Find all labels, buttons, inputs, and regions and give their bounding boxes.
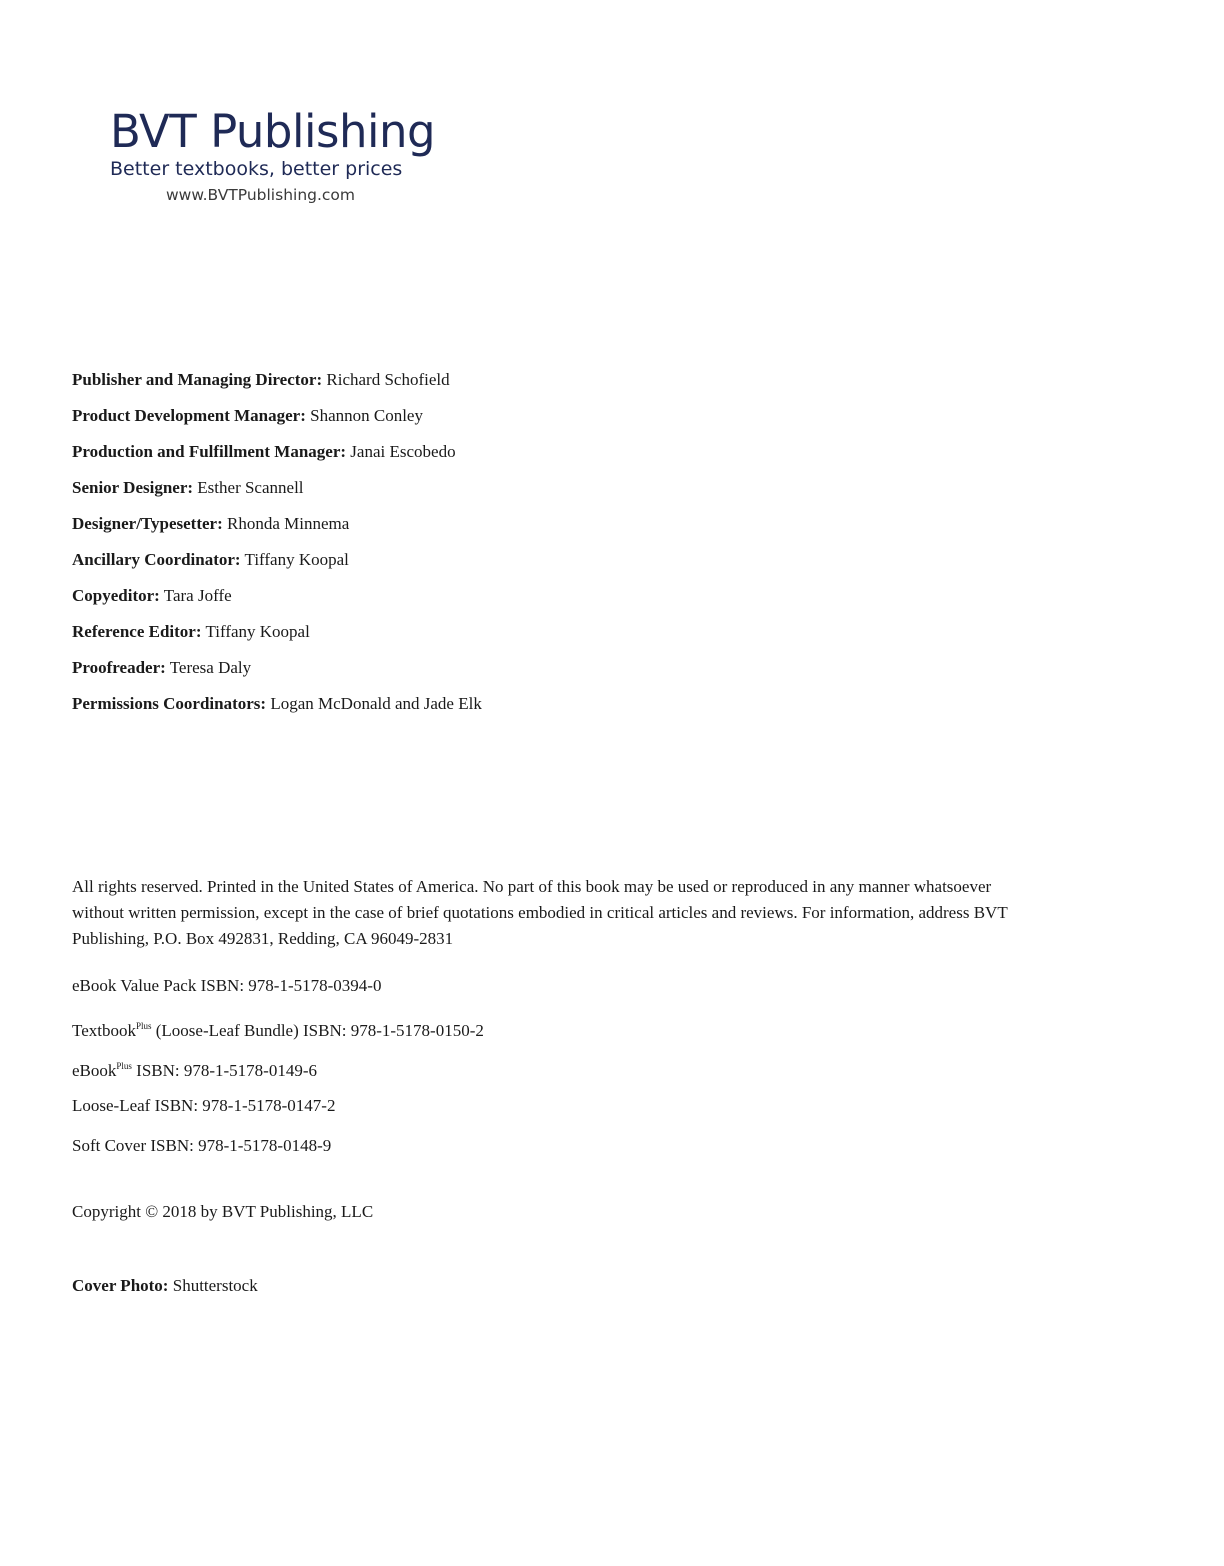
credit-line	[72, 398, 1072, 434]
isbn-list	[72, 966, 972, 1166]
credit-role: Senior Designer:	[72, 478, 194, 497]
credit-name: Tiffany Koopal	[205, 622, 310, 641]
cover-photo-label: Cover Photo:	[72, 1276, 169, 1295]
credit-line	[72, 470, 1072, 506]
credit-role: Ancillary Coordinator:	[72, 550, 241, 569]
credit-line	[72, 614, 1072, 650]
logo-url: www.BVTPublishing.com	[166, 186, 356, 204]
isbn-value: (Loose-Leaf Bundle) ISBN: 978-1-5178-0150-2	[151, 1021, 484, 1040]
rights-notice: All rights reserved. Printed in the United States of America. No part of this book may be used or reproduced in any manner whatsoever without written permission, except in the case of brief quotations embodied in critical articles and reviews. For information, address BVT Publishing, P.O. Box 492831, Redding, CA 96049-2831	[72, 877, 1008, 948]
credit-line	[72, 506, 1072, 542]
isbn-label: eBook	[72, 1061, 117, 1080]
isbn-label: Loose-Leaf	[72, 1096, 151, 1115]
credit-name: Esther Scannell	[197, 478, 304, 497]
credit-line	[72, 542, 1072, 578]
credit-line	[72, 686, 1072, 722]
credits-list	[72, 362, 1072, 722]
credit-name: Teresa Daly	[169, 658, 252, 677]
cover-photo-credit	[72, 1274, 258, 1298]
isbn-value: ISBN: 978-1-5178-0394-0	[196, 976, 382, 995]
credit-name: Janai Escobedo	[350, 442, 456, 461]
credit-role: Reference Editor:	[72, 622, 202, 641]
isbn-label: Textbook	[72, 1021, 136, 1040]
isbn-value: ISBN: 978-1-5178-0149-6	[131, 1061, 318, 1080]
isbn-superscript: Plus	[116, 1061, 132, 1071]
credit-name: Tara Joffe	[163, 586, 232, 605]
credit-role: Production and Fulfillment Manager:	[72, 442, 347, 461]
isbn-value: ISBN: 978-1-5178-0147-2	[150, 1096, 336, 1115]
credit-role: Product Development Manager:	[72, 406, 306, 425]
credit-role: Designer/Typesetter:	[72, 514, 223, 533]
isbn-label: eBook Value Pack	[72, 976, 197, 995]
cover-photo-value: Shutterstock	[172, 1276, 258, 1295]
isbn-line	[72, 1046, 972, 1086]
credit-line	[72, 434, 1072, 470]
credit-role: Publisher and Managing Director:	[72, 370, 323, 389]
logo-tagline: Better textbooks, better prices	[110, 158, 403, 180]
credit-role: Permissions Coordinators:	[72, 694, 267, 713]
credit-name: Shannon Conley	[310, 406, 423, 425]
isbn-line	[72, 1086, 972, 1126]
credit-line	[72, 362, 1072, 398]
isbn-line	[72, 1006, 972, 1046]
credit-line	[72, 578, 1072, 614]
credit-name: Richard Schofield	[326, 370, 450, 389]
isbn-line	[72, 1126, 972, 1166]
isbn-line	[72, 966, 972, 1006]
credit-role: Copyeditor:	[72, 586, 160, 605]
logo-title: BVT Publishing	[110, 105, 436, 158]
copyright-notice: Copyright © 2018 by BVT Publishing, LLC	[72, 1202, 374, 1221]
isbn-superscript: Plus	[135, 1021, 152, 1031]
publisher-logo	[110, 106, 450, 206]
credit-name: Tiffany Koopal	[244, 550, 349, 569]
credit-line	[72, 650, 1072, 686]
credit-name: Logan McDonald and Jade Elk	[270, 694, 482, 713]
credit-name: Rhonda Minnema	[227, 514, 350, 533]
isbn-value: ISBN: 978-1-5178-0148-9	[146, 1136, 332, 1155]
isbn-label: Soft Cover	[72, 1136, 147, 1155]
credit-role: Proofreader:	[72, 658, 166, 677]
